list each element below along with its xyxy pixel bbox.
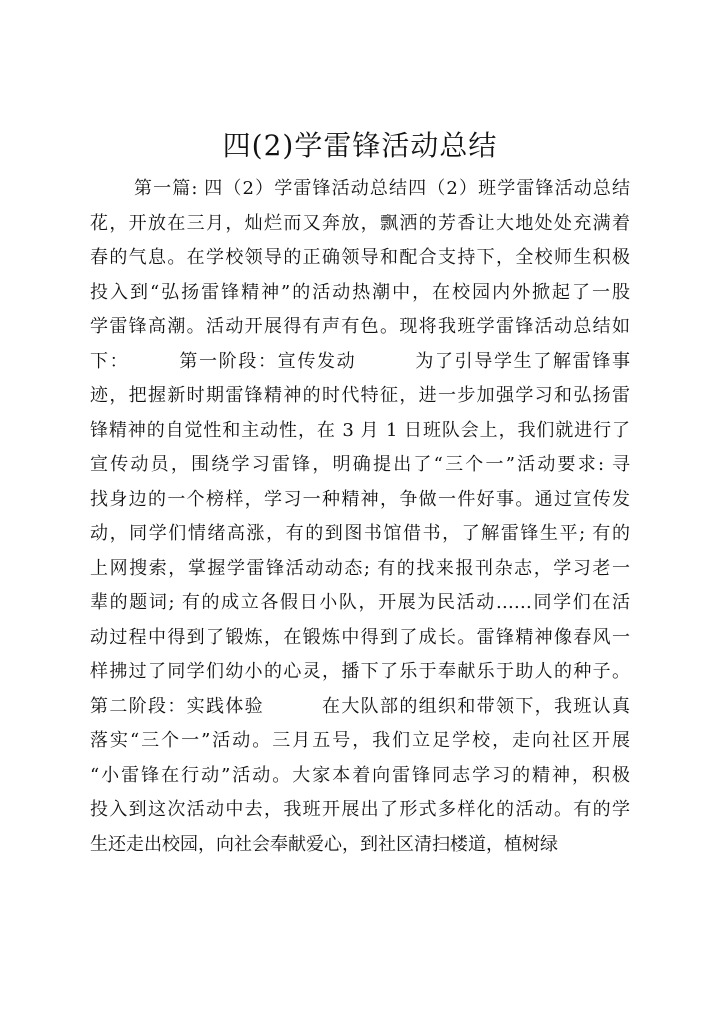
body-line: 找身边的一个榜样，学习一种精神，争做一件好事。通过宣传发: [90, 488, 630, 510]
body-line: 花，开放在三月，灿烂而又奔放，飘洒的芳香让大地处处充满着: [90, 212, 630, 234]
body-line: 学雷锋高潮。活动开展得有声有色。现将我班学雷锋活动总结如: [90, 316, 630, 337]
body-line: 落实“三个一”活动。三月五号，我们立足学校，走向社区开展: [90, 730, 630, 751]
body-line: 投入到“弘扬雷锋精神”的活动热潮中，在校园内外掀起了一股: [90, 281, 630, 303]
body-line: 下： 第一阶段：宣传发动 为了引导学生了解雷锋事: [90, 350, 630, 372]
document-body: [90, 172, 630, 862]
body-line: 上网搜索，掌握学雷锋活动动态; 有的找来报刊杂志，学习老一: [90, 557, 630, 579]
body-line: 投入到这次活动中去，我班开展出了形式多样化的活动。有的学: [90, 799, 630, 820]
body-line: 样拂过了同学们幼小的心灵，播下了乐于奉献乐于助人的种子。: [90, 661, 630, 682]
body-line: 第二阶段：实践体验 在大队部的组织和带领下，我班认真: [90, 695, 630, 717]
body-line: 宣传动员，围绕学习雷锋，明确提出了“三个一”活动要求: 寻: [90, 454, 630, 475]
body-line: 春的气息。在学校领导的正确领导和配合支持下，全校师生积极: [90, 247, 630, 268]
body-line: “小雷锋在行动”活动。大家本着向雷锋同志学习的精神，积极: [90, 764, 630, 786]
body-line: 动过程中得到了锻炼，在锻炼中得到了成长。雷锋精神像春风一: [90, 626, 630, 648]
body-line: 生还走出校园，向社会奉献爱心，到社区清扫楼道，植树绿: [90, 833, 558, 855]
body-line: 迹，把握新时期雷锋精神的时代特征，进一步加强学习和弘扬雷: [90, 385, 630, 406]
body-line: 辈的题词; 有的成立各假日小队，开展为民活动……同学们在活: [90, 592, 630, 613]
body-line: 第一篇: 四（2）学雷锋活动总结四（2）班学雷锋活动总结: [134, 178, 630, 199]
document-title: 四(2)学雷锋活动总结: [222, 129, 498, 162]
body-line: 锋精神的自觉性和主动性，在 3 月 1 日班队会上，我们就进行了: [90, 419, 630, 441]
body-line: 动，同学们情绪高涨，有的到图书馆借书，了解雷锋生平; 有的: [90, 523, 630, 544]
